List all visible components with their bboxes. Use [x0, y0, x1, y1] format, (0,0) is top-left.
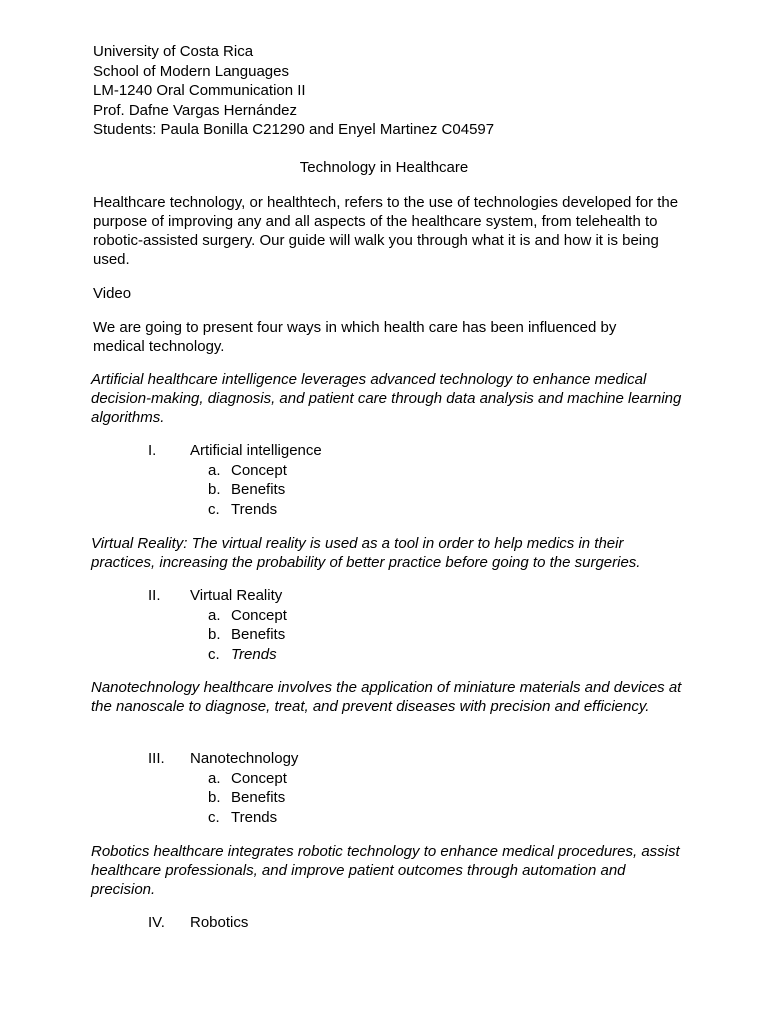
- nano-description: Nanotechnology healthcare involves the application of miniature materials and devices at the nanoscale to diagnose, treat, and prevent diseases with precision and efficiency.: [91, 679, 682, 715]
- section-label: Robotics: [190, 914, 249, 931]
- video-label: Video: [93, 285, 132, 302]
- list-letter: b.: [208, 626, 221, 643]
- list-letter: a.: [208, 606, 221, 624]
- section-label: Artificial intelligence: [190, 442, 322, 459]
- header-university: University of Costa Rica: [93, 43, 254, 60]
- list-item: [0, 788, 768, 808]
- list-item: [0, 625, 768, 645]
- section-numeral: II.: [148, 587, 161, 604]
- header-professor: Prof. Dafne Vargas Hernández: [93, 101, 298, 119]
- list-text: Trends: [231, 808, 278, 826]
- list-letter: b.: [208, 481, 221, 498]
- list-letter: c.: [208, 500, 220, 518]
- list-letter: a.: [208, 461, 221, 479]
- section-numeral: III.: [148, 750, 165, 767]
- list-item: [0, 461, 768, 481]
- ai-description: Artificial healthcare intelligence leverages advanced technology to enhance medical decision-making, diagnosis, and patient care through data analysis and machine learning algorithms.: [91, 371, 682, 426]
- list-item: [0, 645, 768, 665]
- list-text: Concept: [231, 606, 287, 624]
- vr-description: Virtual Reality: The virtual reality is used as a tool in order to help medics in their practices, increasing the probability of better practice before going to the surgeries.: [91, 535, 641, 571]
- present-paragraph: We are going to present four ways in which health care has been influenced by medical technology.: [93, 319, 617, 355]
- list-item: [0, 606, 768, 626]
- list-text: Concept: [231, 461, 287, 479]
- list-text: Concept: [231, 769, 287, 787]
- section-label: Virtual Reality: [190, 587, 283, 604]
- list-text: Benefits: [231, 789, 286, 806]
- intro-paragraph: Healthcare technology, or healthtech, refers to the use of technologies developed for the purpose of improving any and all aspects of the healthcare system, from telehealth to robotic-assisted surgery. Our guide will walk you through what it is and how it is being used.: [93, 194, 679, 268]
- section-label: Nanotechnology: [190, 750, 299, 767]
- robotics-description: Robotics healthcare integrates robotic technology to enhance medical procedures, assist healthcare professionals, and improve patient outcomes through automation and precision.: [91, 843, 680, 898]
- document-title: Technology in Healthcare: [299, 159, 469, 176]
- list-text: Benefits: [231, 626, 286, 643]
- section-numeral: IV.: [148, 914, 165, 931]
- list-letter: c.: [208, 645, 220, 663]
- list-letter: b.: [208, 789, 221, 806]
- list-item: [0, 808, 768, 828]
- list-text: Benefits: [231, 481, 286, 498]
- header-school: School of Modern Languages: [93, 62, 289, 80]
- list-item: [0, 769, 768, 789]
- list-letter: c.: [208, 808, 220, 826]
- list-item: [0, 500, 768, 520]
- header-students: Students: Paula Bonilla C21290 and Enyel Martinez C04597: [93, 121, 495, 138]
- list-item: [0, 480, 768, 500]
- list-letter: a.: [208, 769, 221, 787]
- section-numeral: I.: [148, 442, 157, 459]
- list-text: Trends: [231, 500, 278, 518]
- list-text: Trends: [231, 645, 277, 663]
- document-header: [93, 42, 494, 140]
- header-course: LM-1240 Oral Communication II: [93, 82, 306, 99]
